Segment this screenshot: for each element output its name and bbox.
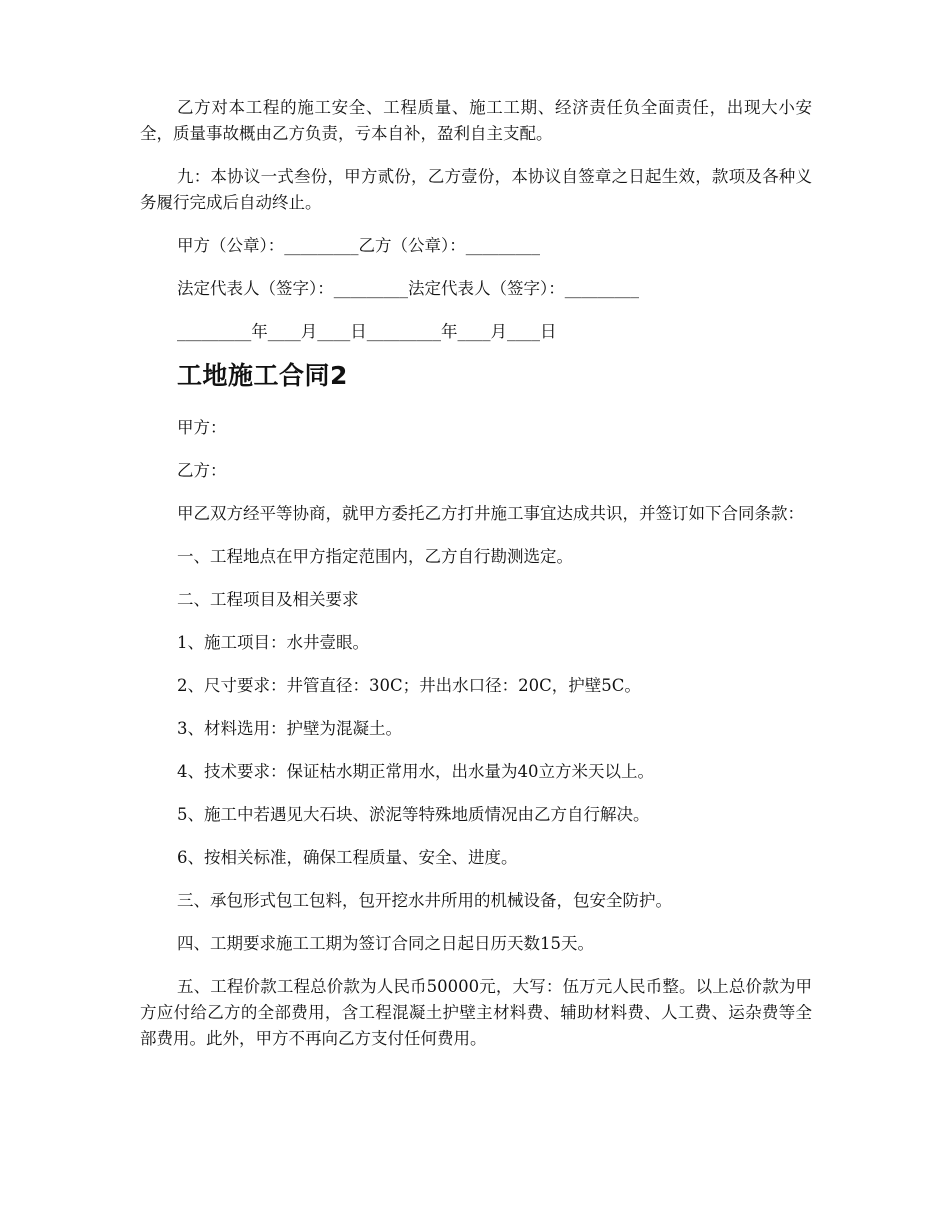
clause-three: 三、承包形式包工包料，包开挖水井所用的机械设备，包安全防护。 xyxy=(177,891,672,910)
item-2: 2、尺寸要求：井管直径：30C；井出水口径：20C，护壁5C。 xyxy=(177,676,641,695)
paragraph-clause-nine: 九：本协议一式叁份，甲方贰份，乙方壹份，本协议自签章之日起生效，款项及各种义务履行完成后自动终止。 xyxy=(140,167,812,212)
signature-seal-line: 甲方（公章）：_________乙方（公章）：_________ xyxy=(177,236,540,255)
item-1: 1、施工项目：水井壹眼。 xyxy=(177,633,369,652)
clause-four: 四、工期要求施工工期为签订合同之日起日历天数15天。 xyxy=(177,934,594,953)
signature-representative-line: 法定代表人（签字）：_________法定代表人（签字）：_________ xyxy=(177,279,639,298)
paragraph-responsibility: 乙方对本工程的施工安全、工程质量、施工工期、经济责任负全面责任，出现大小安全，质量事故概由乙方负责，亏本自补，盈利自主支配。 xyxy=(140,98,812,143)
paragraph-intro: 甲乙双方经平等协商，就甲方委托乙方打井施工事宜达成共识，并签订如下合同条款： xyxy=(177,504,804,523)
signature-date-line: _________年____月____日_________年____月____日 xyxy=(177,322,557,341)
clause-two: 二、工程项目及相关要求 xyxy=(177,590,359,609)
item-3: 3、材料选用：护壁为混凝土。 xyxy=(177,719,402,738)
party-b-line: 乙方： xyxy=(177,461,227,480)
item-5: 5、施工中若遇见大石块、淤泥等特殊地质情况由乙方自行解决。 xyxy=(177,805,650,824)
party-a-line: 甲方： xyxy=(177,418,227,437)
item-4: 4、技术要求：保证枯水期正常用水，出水量为40立方米天以上。 xyxy=(177,762,654,781)
item-6: 6、按相关标准，确保工程质量、安全、进度。 xyxy=(177,848,518,867)
clause-one: 一、工程地点在甲方指定范围内，乙方自行勘测选定。 xyxy=(177,547,573,566)
section-title: 工地施工合同2 xyxy=(177,361,348,390)
document-page xyxy=(140,95,812,1052)
clause-five: 五、工程价款工程总价款为人民币50000元，大写：伍万元人民币整。以上总价款为甲方应付给乙方的全部费用，含工程混凝土护壁主材料费、辅助材料费、人工费、运杂费等全部费用。此外，甲方不再向乙方支付任何费用。 xyxy=(140,977,812,1048)
